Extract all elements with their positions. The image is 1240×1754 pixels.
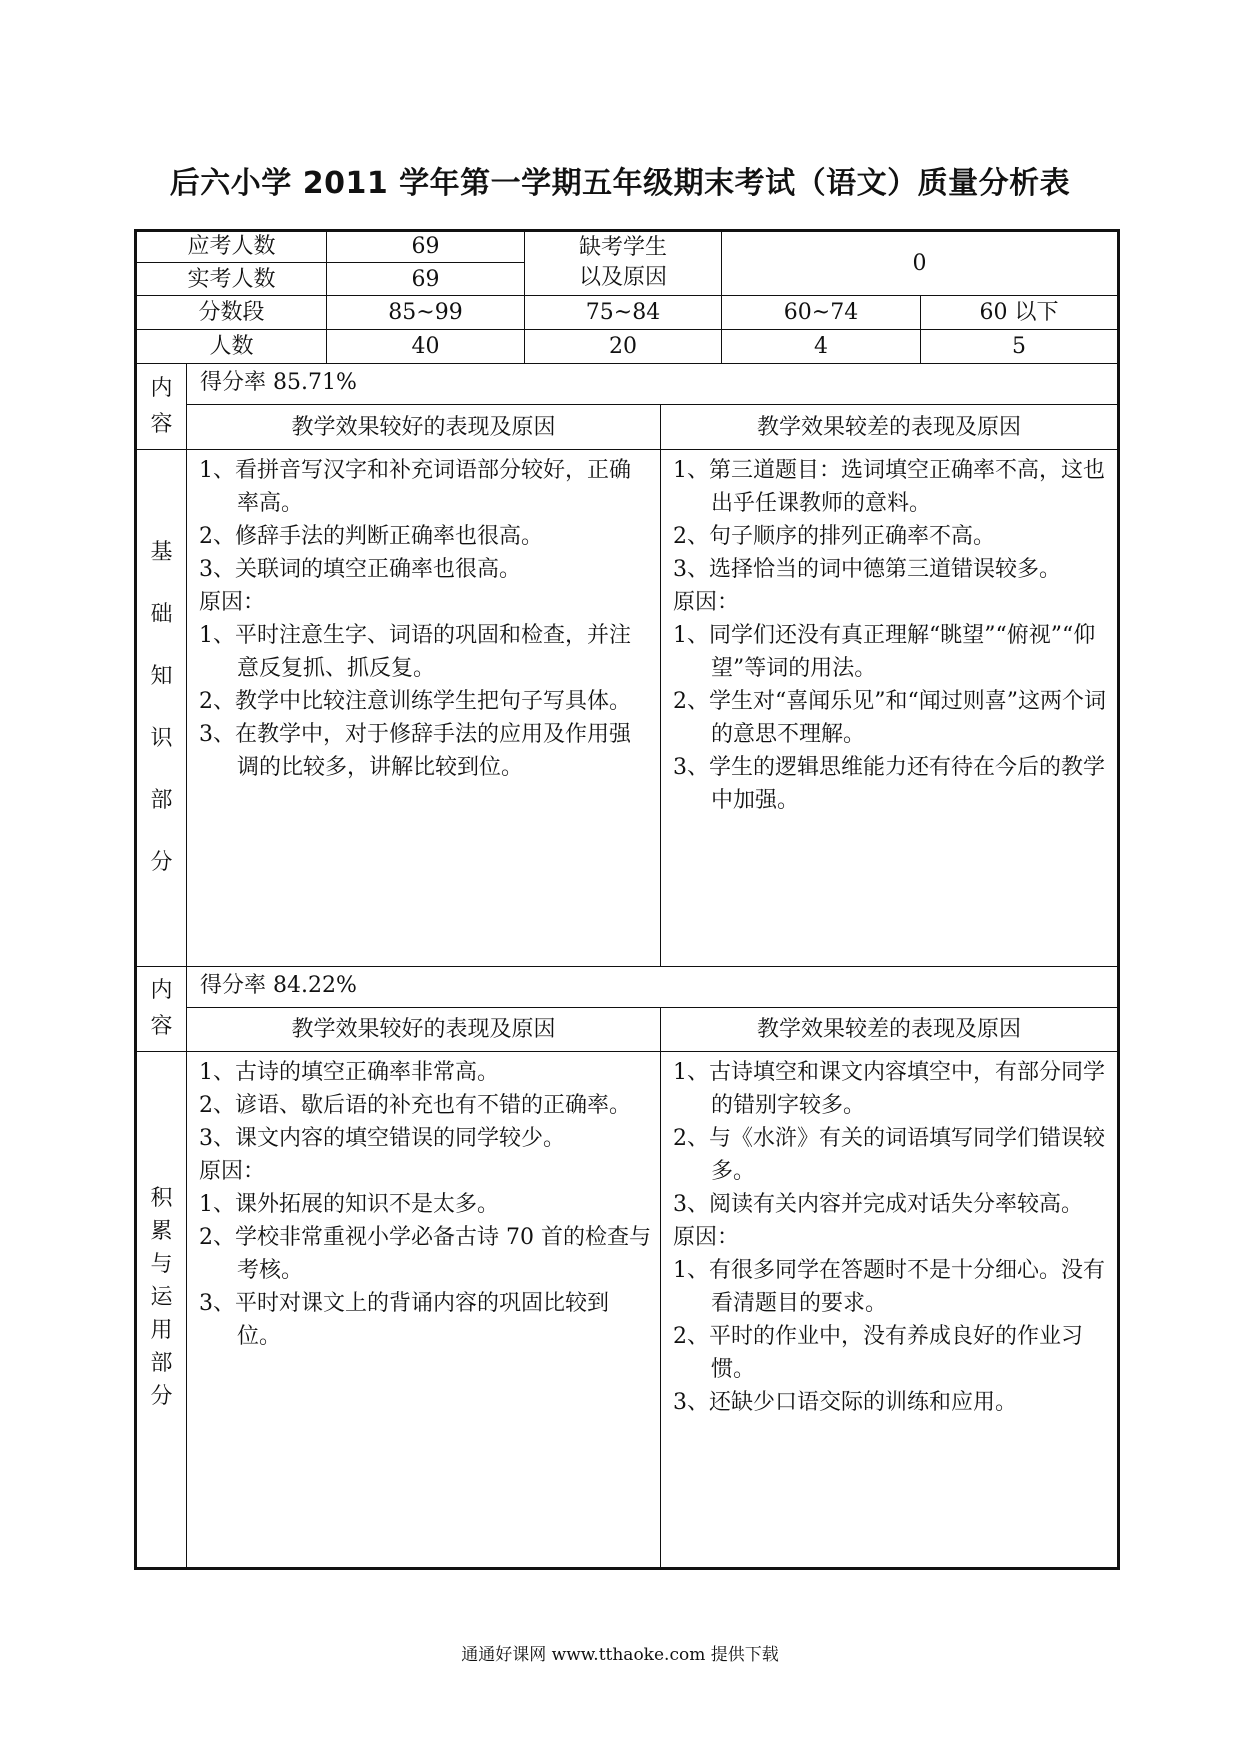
list-item: 1、同学们还没有真正理解“眺望”“俯视”“仰望”等词的用法。 <box>673 623 1096 681</box>
section1-bad-header: 教学效果较差的表现及原因 <box>756 414 1021 440</box>
score-band-3: 60~74 <box>783 300 859 325</box>
section2-side-char: 分 <box>150 1384 173 1409</box>
shikao-label: 实考人数 <box>187 266 276 292</box>
list-item: 1、课外拓展的知识不是太多。 <box>199 1192 499 1217</box>
list-item: 3、阅读有关内容并完成对话失分率较高。 <box>673 1192 1083 1217</box>
yingkao-label: 应考人数 <box>187 234 276 259</box>
count-2: 20 <box>609 334 637 359</box>
section2-good-header: 教学效果较好的表现及原因 <box>291 1017 556 1042</box>
list-item: 2、与《水浒》有关的词语填写同学们错误较多。 <box>673 1126 1105 1184</box>
section1-good-header: 教学效果较好的表现及原因 <box>291 414 556 440</box>
section1-good-list <box>187 450 660 966</box>
count-4: 5 <box>1012 334 1026 359</box>
section2-header-char: 容 <box>150 1014 173 1039</box>
score-band-label: 分数段 <box>198 300 265 325</box>
section2-side-char: 累 <box>150 1219 173 1244</box>
section1-header-label <box>137 364 186 449</box>
section1-side-label <box>137 450 186 966</box>
absent-value: 0 <box>912 250 927 276</box>
list-item: 1、第三道题目：选词填空正确率不高，这也出乎任课教师的意料。 <box>673 458 1105 516</box>
absent-label-line-2: 以及原因 <box>578 265 667 290</box>
section1-side-char: 知 <box>150 664 173 689</box>
list-item: 3、关联词的填空正确率也很高。 <box>199 557 521 582</box>
list-item: 3、学生的逻辑思维能力还有待在今后的教学中加强。 <box>673 755 1105 813</box>
page-footer: 通通好课网 www.tthaoke.com 提供下载 <box>461 1645 779 1665</box>
list-item: 原因： <box>673 590 740 615</box>
section2-bad-list <box>661 1052 1117 1567</box>
list-item: 原因： <box>199 590 266 615</box>
section2-header-label <box>137 967 186 1051</box>
section1-side-char: 基 <box>150 540 173 565</box>
section1-side-char: 础 <box>150 602 173 627</box>
list-item: 1、古诗填空和课文内容填空中，有部分同学的错别字较多。 <box>673 1060 1105 1118</box>
section2-side-char: 积 <box>150 1186 173 1211</box>
absent-label <box>525 231 721 295</box>
list-item: 2、谚语、歇后语的补充也有不错的正确率。 <box>199 1093 631 1118</box>
section2-bad-header: 教学效果较差的表现及原因 <box>756 1017 1021 1042</box>
list-item: 2、平时的作业中，没有养成良好的作业习惯。 <box>673 1324 1083 1382</box>
list-item: 2、学校非常重视小学必备古诗 70 首的检查与考核。 <box>199 1225 651 1283</box>
section2-side-char: 部 <box>150 1351 173 1376</box>
list-item: 3、在教学中，对于修辞手法的应用及作用强调的比较多，讲解比较到位。 <box>199 722 631 780</box>
section1-header-char: 内 <box>150 375 173 401</box>
section1-bad-list <box>661 450 1117 966</box>
section1-header-char: 容 <box>150 411 173 437</box>
count-label: 人数 <box>209 334 254 359</box>
absent-label-line-1: 缺考学生 <box>578 235 667 260</box>
list-item: 3、选择恰当的词中德第三道错误较多。 <box>673 557 1061 582</box>
section2-header-char: 内 <box>150 978 173 1003</box>
list-item: 1、有很多同学在答题时不是十分细心。没有看清题目的要求。 <box>673 1258 1105 1316</box>
list-item: 3、平时对课文上的背诵内容的巩固比较到位。 <box>199 1291 609 1349</box>
list-item: 2、句子顺序的排列正确率不高。 <box>673 524 995 549</box>
list-item: 1、古诗的填空正确率非常高。 <box>199 1060 499 1085</box>
list-item: 3、还缺少口语交际的训练和应用。 <box>673 1390 1017 1415</box>
score-band-4: 60 以下 <box>979 300 1059 325</box>
section2-side-label <box>137 1052 186 1567</box>
list-item: 原因： <box>673 1225 740 1250</box>
list-item: 原因： <box>199 1159 266 1184</box>
score-band-1: 85~99 <box>388 300 463 325</box>
section2-side-char: 与 <box>150 1252 173 1277</box>
count-1: 40 <box>411 334 440 359</box>
section2-score-rate: 得分率 84.22% <box>200 973 357 998</box>
list-item: 2、教学中比较注意训练学生把句子写具体。 <box>199 689 631 714</box>
section2-side-char: 运 <box>150 1285 173 1310</box>
list-item: 1、平时注意生字、词语的巩固和检查，并注意反复抓、抓反复。 <box>199 623 631 681</box>
score-band-2: 75~84 <box>585 300 661 325</box>
section1-side-char: 分 <box>150 850 173 875</box>
section2-side-char: 用 <box>150 1318 173 1343</box>
shikao-value: 69 <box>411 266 440 292</box>
section1-score-rate: 得分率 85.71% <box>200 370 357 395</box>
list-item: 2、修辞手法的判断正确率也很高。 <box>199 524 543 549</box>
list-item: 1、看拼音写汉字和补充词语部分较好，正确率高。 <box>199 458 631 516</box>
page-title: 后六小学 2011 学年第一学期五年级期末考试（语文）质量分析表 <box>169 166 1071 201</box>
section2-good-list <box>187 1052 660 1567</box>
list-item: 2、学生对“喜闻乐见”和“闻过则喜”这两个词的意思不理解。 <box>673 689 1106 747</box>
section1-side-char: 识 <box>150 726 173 751</box>
count-3: 4 <box>814 334 828 359</box>
yingkao-value: 69 <box>411 234 440 259</box>
section1-side-char: 部 <box>150 788 173 813</box>
list-item: 3、课文内容的填空错误的同学较少。 <box>199 1126 565 1151</box>
